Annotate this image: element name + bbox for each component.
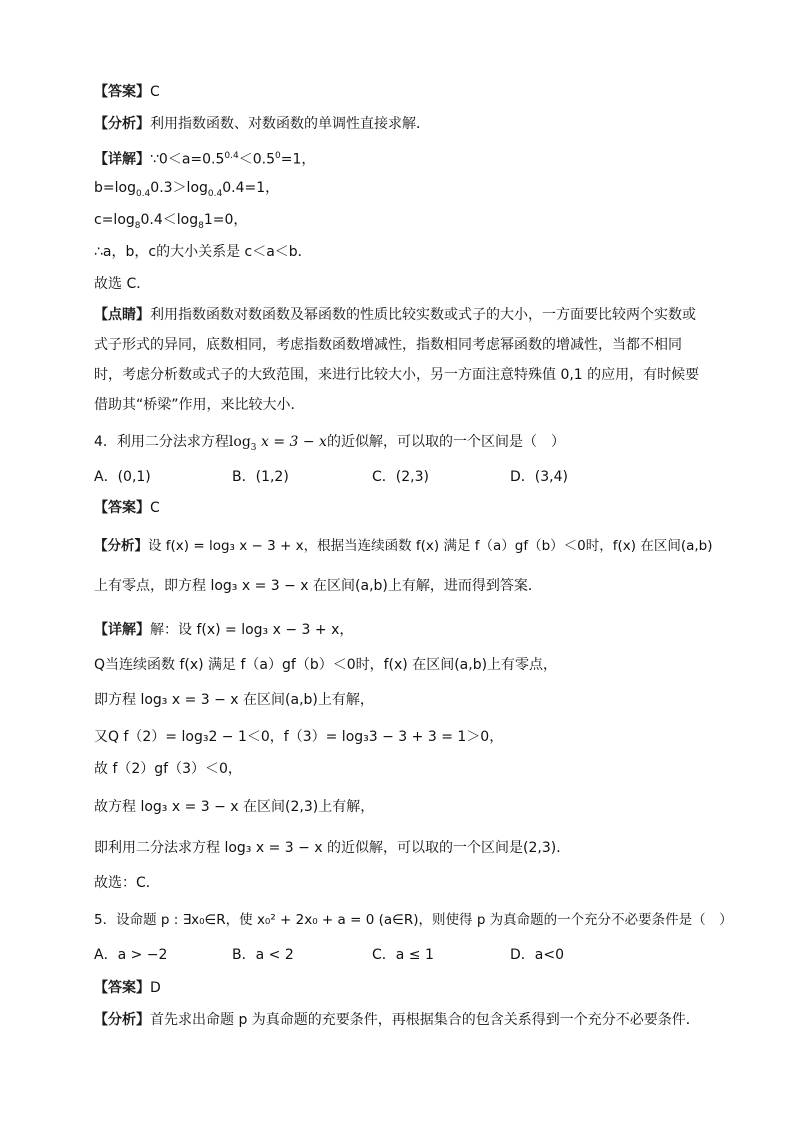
subscript: 0.4 [135, 188, 151, 199]
q3-detail-text: 0.4=1， [222, 180, 280, 196]
q4-detail-line-1 [94, 620, 353, 640]
subscript: 3 [250, 442, 257, 453]
q4-stem-text: 的近似解，可以取的一个区间是（ ） [326, 434, 565, 450]
q4-detail-line-5: 故 f（2）gf（3）＜0， [94, 761, 242, 777]
subscript: 8 [134, 220, 141, 231]
q3-detail-line-1 [94, 146, 315, 170]
q3-comment-text: 利用指数函数对数函数及幂函数的性质比较实数或式子的大小，一方面要比较两个实数或式子形式的异同，底数相同，考虑指数函数增减性，指数相同考虑幂函数的增减性，当都不相同时，考虑分析数或式子的大致范围，来进行比较大小，另一方面注意特殊值 0,1 的应用，有时候要借助其“桥梁”作用，来比较大小． [94, 307, 700, 413]
q3-comment [94, 300, 706, 420]
analysis-tag: 【分析】 [94, 538, 148, 554]
answer-tag: 【答案】 [94, 500, 150, 516]
q4-detail-line-2: Q当连续函数 f(x) 满足 f（a）gf（b）＜0时，f(x) 在区间(a,b)上有零点， [94, 657, 558, 673]
q3-analysis-line [94, 114, 430, 134]
q3-detail-text: c=log [94, 212, 135, 228]
q5-option-a: A．a > −2 [94, 947, 168, 963]
q3-detail-text: 0.4＜log [140, 212, 199, 228]
q5-answer-line [94, 978, 161, 998]
q4-analysis-text: 设 f(x) = log₃ x − 3 + x，根据当连续函数 f(x) 满足 f（a）gf（b）＜0时，f(x) 在区间(a,b) [148, 538, 713, 554]
q5-option-b: B．a < 2 [232, 947, 294, 963]
q4-answer-line [94, 498, 160, 518]
detail-tag: 【详解】 [94, 151, 150, 168]
answer-tag: 【答案】 [94, 980, 150, 996]
analysis-tag: 【分析】 [94, 1012, 150, 1028]
analysis-tag: 【分析】 [94, 116, 150, 132]
subscript: 0.4 [207, 188, 223, 199]
q4-detail-line-3: 即方程 log₃ x = 3 − x 在区间(a,b)上有解， [94, 692, 374, 708]
q4-option-d: D．(3,4) [510, 469, 568, 485]
exponent: 0.4 [224, 151, 239, 161]
q3-detail-line-4: ∴a，b，c的大小关系是 c＜a＜b． [94, 244, 312, 260]
subscript: 8 [198, 220, 204, 231]
q5-stem: 5．设命题 p : ∃x₀∈R，使 x₀² + 2x₀ + a = 0 (a∈R)，则使得 p 为真命题的一个充分不必要条件是（ ） [94, 912, 733, 928]
q4-detail-line-6: 故方程 log₃ x = 3 − x 在区间(2,3)上有解， [94, 799, 375, 815]
q4-stem-equation: x = 3 − x [260, 434, 327, 450]
q4-answer: C [150, 500, 160, 516]
answer-tag: 【答案】 [94, 84, 150, 100]
q3-detail-line-3 [94, 210, 247, 236]
q5-option-c: C．a ≤ 1 [372, 947, 434, 963]
q4-detail-line-7: 即利用二分法求方程 log₃ x = 3 − x 的近似解，可以取的一个区间是(2,3)． [94, 840, 571, 856]
comment-tag: 【点睛】 [94, 307, 150, 323]
q3-detail-text: 1=0， [203, 212, 248, 228]
q4-detail-text: 解：设 f(x) = log₃ x − 3 + x， [150, 622, 354, 638]
q3-detail-text: =1， [280, 151, 316, 168]
q3-detail-text: b=log [94, 180, 136, 196]
q4-option-a: A．(0,1) [94, 469, 151, 485]
q5-analysis-line [94, 1010, 700, 1030]
q3-analysis: 利用指数函数、对数函数的单调性直接求解． [150, 116, 430, 132]
q3-detail-text: 0.3＞log [150, 180, 208, 196]
q4-option-c: C．(2,3) [372, 469, 429, 485]
q4-detail-line-4: 又Q f（2）= log₃2 − 1＜0，f（3）= log₃3 − 3 + 3 = 1＞0， [94, 729, 504, 745]
q3-answer: C [150, 84, 160, 100]
q4-detail-line-8: 故选：C． [94, 875, 160, 891]
q4-stem [94, 432, 565, 458]
q3-detail-text: ＜0.5 [238, 151, 275, 168]
q5-answer: D [150, 980, 161, 996]
q4-stem-log: log [228, 434, 251, 450]
q3-answer-line [94, 82, 160, 102]
detail-tag: 【详解】 [94, 622, 150, 638]
q3-detail-line-2 [94, 178, 279, 204]
q4-analysis-line-2: 上有零点，即方程 log₃ x = 3 − x 在区间(a,b)上有解，进而得到答案． [94, 578, 542, 594]
q4-analysis-line-1 [94, 536, 713, 556]
q5-option-d: D．a<0 [510, 947, 564, 963]
q4-stem-text: 4．利用二分法求方程 [94, 434, 229, 450]
q3-detail-text: ∵0＜a=0.5 [150, 151, 225, 168]
exponent: 0 [274, 151, 281, 161]
q3-detail-line-5: 故选 C． [94, 276, 151, 292]
q4-option-b: B．(1,2) [232, 469, 289, 485]
q5-analysis: 首先求出命题 p 为真命题的充要条件，再根据集合的包含关系得到一个充分不必要条件． [150, 1012, 700, 1028]
